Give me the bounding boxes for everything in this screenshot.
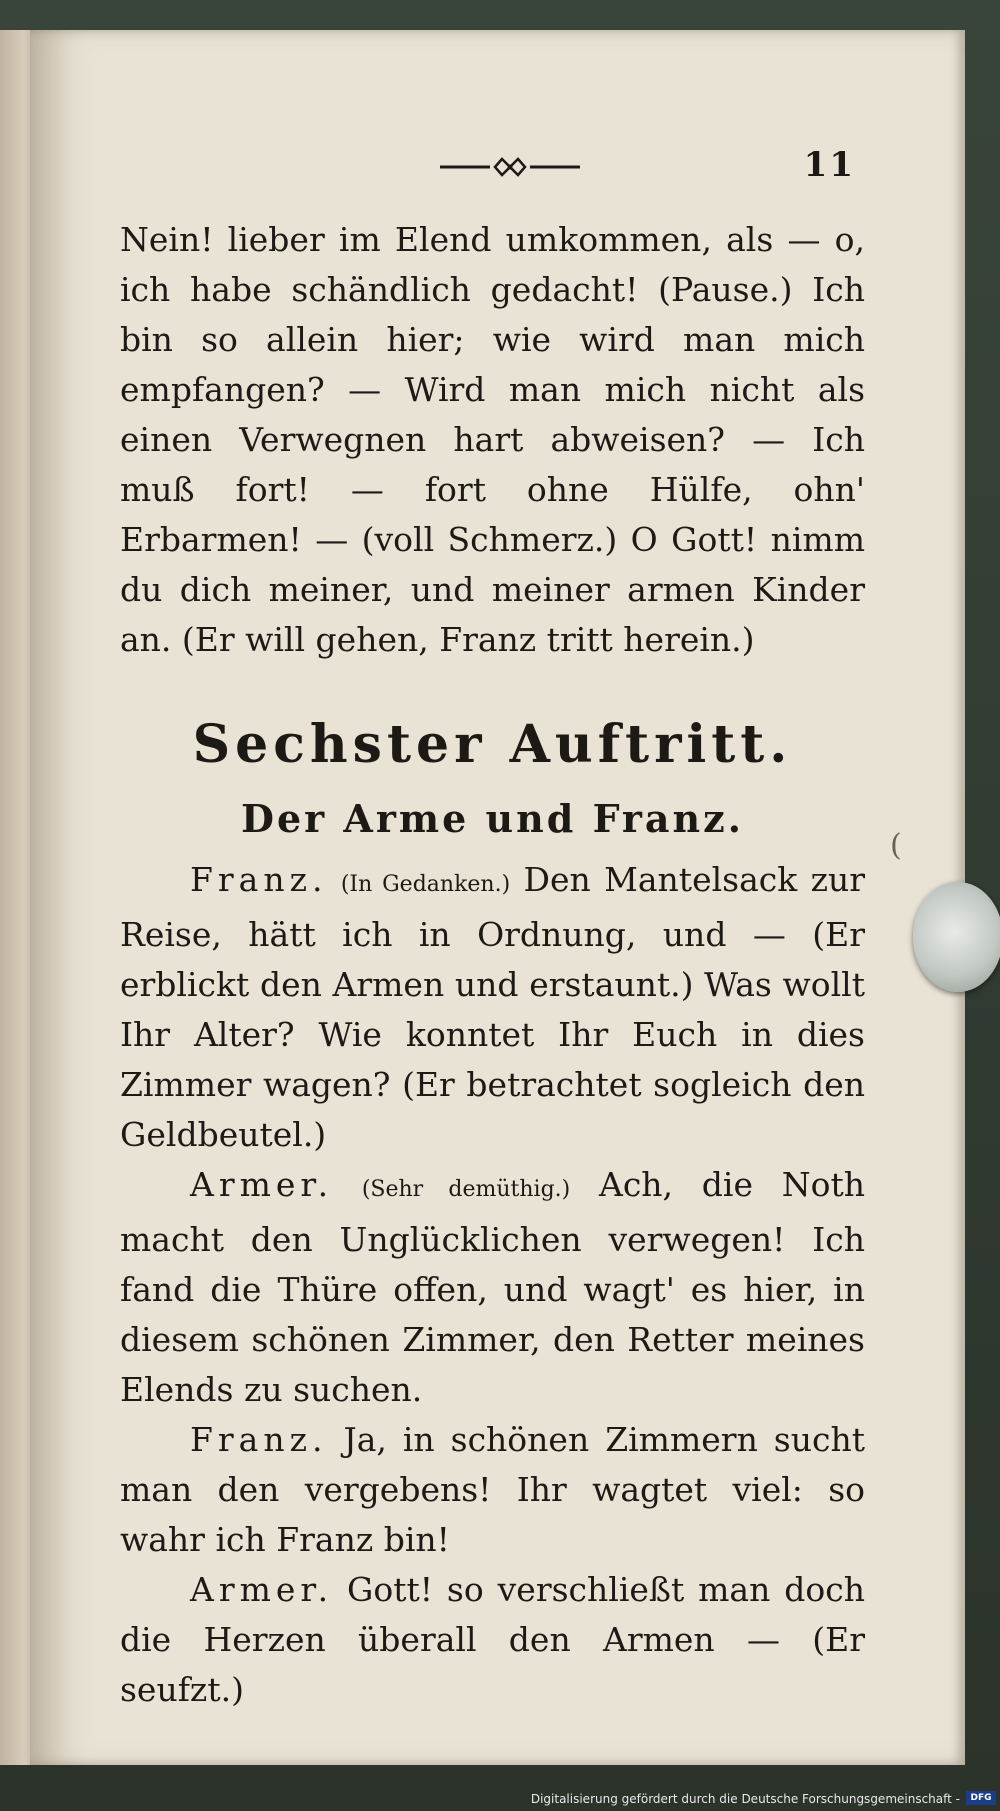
speaker-name: Armer.: [190, 1165, 334, 1204]
ornament-icon: [440, 155, 580, 179]
page-content: [120, 145, 865, 1715]
scene-cast: Der Arme und Franz.: [241, 796, 744, 841]
stage-direction: (Sehr demüthig.): [361, 1177, 571, 1202]
dialogue-line: [120, 1415, 865, 1565]
speaker-name: Franz.: [190, 860, 328, 899]
margin-mark: (: [890, 828, 902, 863]
dialogue-line: [120, 1565, 865, 1715]
dialogue-line: [120, 855, 865, 1160]
stage-direction: (In Gedanken.): [340, 872, 511, 897]
dialogue-text: Ach, die Noth macht den Unglücklichen verwegen! Ich fand die Thüre offen, und wagt' es hier, in diesem schönen Zimmer, den Retter meines Elends zu suchen.: [120, 1165, 865, 1409]
speaker-name: Franz.: [190, 1420, 328, 1459]
dialogue-line: [120, 1160, 865, 1415]
page-clip: [913, 882, 1000, 992]
dialogue-text: Ja, in schönen Zimmern sucht man den vergebens! Ihr wagtet viel: so wahr ich Franz bin!: [120, 1420, 865, 1559]
page-number: 11: [803, 145, 855, 185]
paragraph-monologue: Nein! lieber im Elend umkommen, als — o, ich habe schändlich gedacht! (Pause.) Ich bin so allein hier; wie wird man mich empfangen? — Wird man mich nicht als einen Verwegnen hart abweisen? — Ich muß fort! — fort ohne Hülfe, ohn' Erbarmen! — (voll Schmerz.) O Gott! nimm du dich meiner, und meiner armen Kinder an. (Er will gehen, Franz tritt herein.): [120, 220, 865, 659]
dialogue-text: Gott! so verschließt man doch die Herzen überall den Armen — (Er seufzt.): [120, 1570, 865, 1709]
speaker-name: Armer.: [190, 1570, 334, 1609]
digitization-credit: Digitalisierung gefördert durch die Deutsche Forschungsgemeinschaft -: [530, 1792, 960, 1806]
dfg-logo: DFG: [966, 1791, 996, 1805]
page-header: [120, 145, 865, 215]
scene-title: Sechster Auftritt.: [192, 714, 793, 775]
book-page: [30, 30, 965, 1765]
dialogue-text: Den Mantelsack zur Reise, hätt ich in Ordnung, und — (Er erblickt den Armen und erstaunt.) Was wollt Ihr Alter? Wie konntet Ihr Euch in dies Zimmer wagen? (Er betrachtet sogleich den Geldbeutel.): [120, 860, 865, 1154]
